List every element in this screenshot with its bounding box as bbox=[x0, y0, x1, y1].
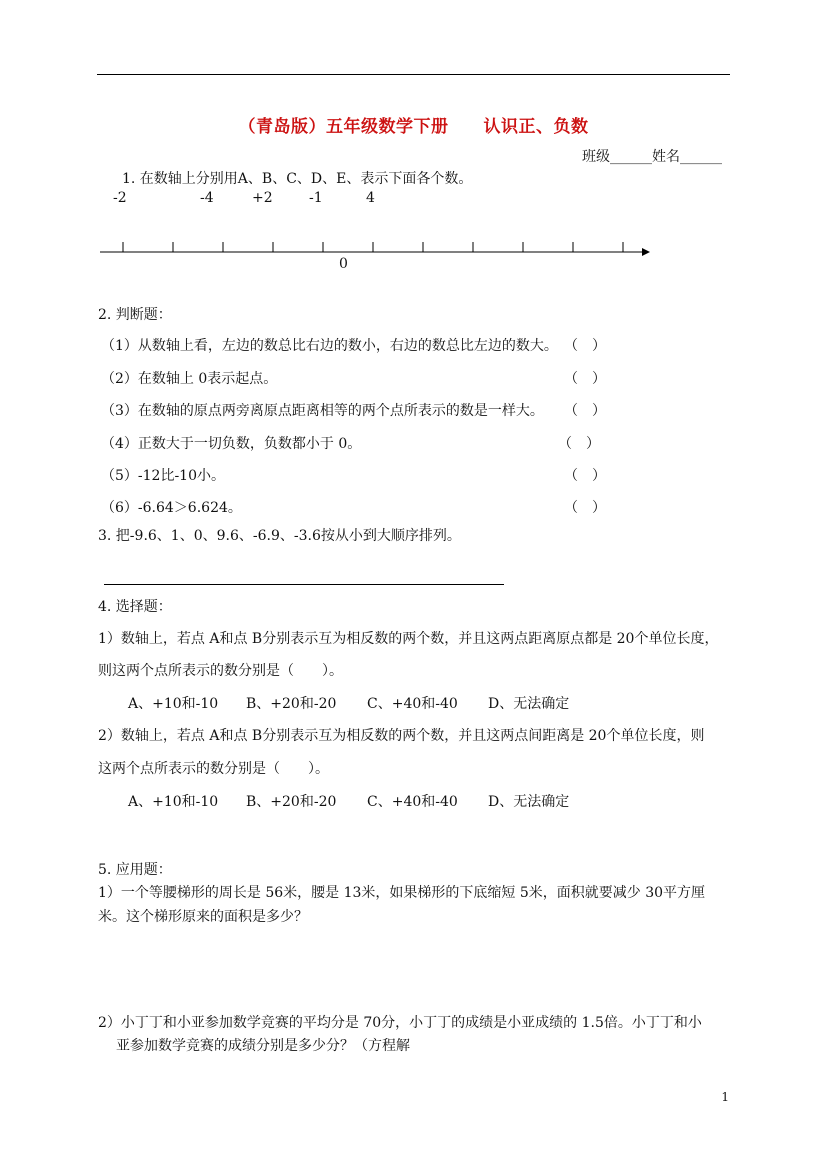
q2-heading: 2. 判断题： bbox=[98, 307, 172, 323]
q2-item-3-blank: （ ） bbox=[564, 403, 606, 419]
q1-number-2: -4 bbox=[200, 190, 214, 206]
q2-item-1: （1）从数轴上看，左边的数总比右边的数小，右边的数总比左边的数大。 bbox=[101, 338, 558, 354]
q2-item-5: （5）-12比-10小。 bbox=[101, 468, 225, 484]
q2-item-6-blank: （ ） bbox=[564, 500, 606, 516]
q2-item-2: （2）在数轴上 0表示起点。 bbox=[101, 371, 278, 387]
class-name-line: 班级______姓名______ bbox=[582, 149, 722, 165]
q3-prompt: 3. 把-9.6、1、0、9.6、-6.9、-3.6按从小到大顺序排列。 bbox=[98, 528, 461, 544]
number-line-ticks bbox=[123, 242, 623, 252]
header-rule bbox=[97, 74, 730, 75]
q4-p2-option-b: B、+20和-20 bbox=[246, 794, 337, 810]
q5-heading: 5. 应用题： bbox=[98, 862, 172, 878]
q2-item-1-blank: （ ） bbox=[564, 338, 606, 354]
q1-number-1: -2 bbox=[113, 190, 127, 206]
page-title: （青岛版）五年级数学下册 认识正、负数 bbox=[238, 117, 589, 137]
q5-p1-line1: 1）一个等腰梯形的周长是 56米，腰是 13米，如果梯形的下底缩短 5米，面积就要减少 30平方厘 bbox=[98, 885, 706, 901]
q1-number-4: -1 bbox=[309, 190, 323, 206]
q4-p1-option-d: D、无法确定 bbox=[488, 696, 570, 712]
q4-p1-line2: 则这两个点所表示的数分别是（ ）。 bbox=[98, 663, 343, 679]
number-line-arrow bbox=[642, 248, 650, 256]
q4-p1-option-b: B、+20和-20 bbox=[246, 696, 337, 712]
q1-number-5: 4 bbox=[366, 190, 375, 206]
q4-p1-option-a: A、+10和-10 bbox=[128, 696, 219, 712]
q4-p2-option-c: C、+40和-40 bbox=[367, 794, 458, 810]
q2-item-4: （4）正数大于一切负数，负数都小于 0。 bbox=[101, 436, 362, 452]
number-line-zero-label: 0 bbox=[339, 256, 348, 272]
q4-heading: 4. 选择题： bbox=[98, 599, 172, 615]
q2-item-3: （3）在数轴的原点两旁离原点距离相等的两个点所表示的数是一样大。 bbox=[101, 403, 544, 419]
q1-prompt: 1. 在数轴上分别用A、B、C、D、E、表示下面各个数。 bbox=[122, 171, 473, 187]
q4-p2-line1: 2）数轴上，若点 A和点 B分别表示互为相反数的两个数，并且这两点间距离是 20个单位长度，则 bbox=[98, 728, 705, 744]
q4-p2-option-a: A、+10和-10 bbox=[128, 794, 219, 810]
q5-p1-line2: 米。这个梯形原来的面积是多少？ bbox=[98, 909, 308, 925]
q1-number-3: +2 bbox=[252, 190, 273, 206]
q2-item-4-blank: （ ） bbox=[558, 436, 600, 452]
q2-item-2-blank: （ ） bbox=[564, 371, 606, 387]
q5-p2-line2: 亚参加数学竞赛的成绩分别是多少分？（方程解 bbox=[116, 1038, 410, 1054]
q4-p1-line1: 1）数轴上，若点 A和点 B分别表示互为相反数的两个数，并且这两点距离原点都是 20个单位长度， bbox=[98, 631, 719, 647]
number-line bbox=[96, 236, 656, 260]
page-number: 1 bbox=[721, 1090, 729, 1104]
q2-item-6: （6）-6.64＞6.624。 bbox=[101, 500, 242, 516]
q4-p2-line2: 这两个点所表示的数分别是（ ）。 bbox=[98, 761, 329, 777]
q4-p2-option-d: D、无法确定 bbox=[488, 794, 570, 810]
q3-answer-line bbox=[104, 584, 504, 585]
q2-item-5-blank: （ ） bbox=[564, 468, 606, 484]
q4-p1-option-c: C、+40和-40 bbox=[367, 696, 458, 712]
q5-p2-line1: 2）小丁丁和小亚参加数学竞赛的平均分是 70分，小丁丁的成绩是小亚成绩的 1.5倍。小丁丁和小 bbox=[98, 1015, 702, 1031]
